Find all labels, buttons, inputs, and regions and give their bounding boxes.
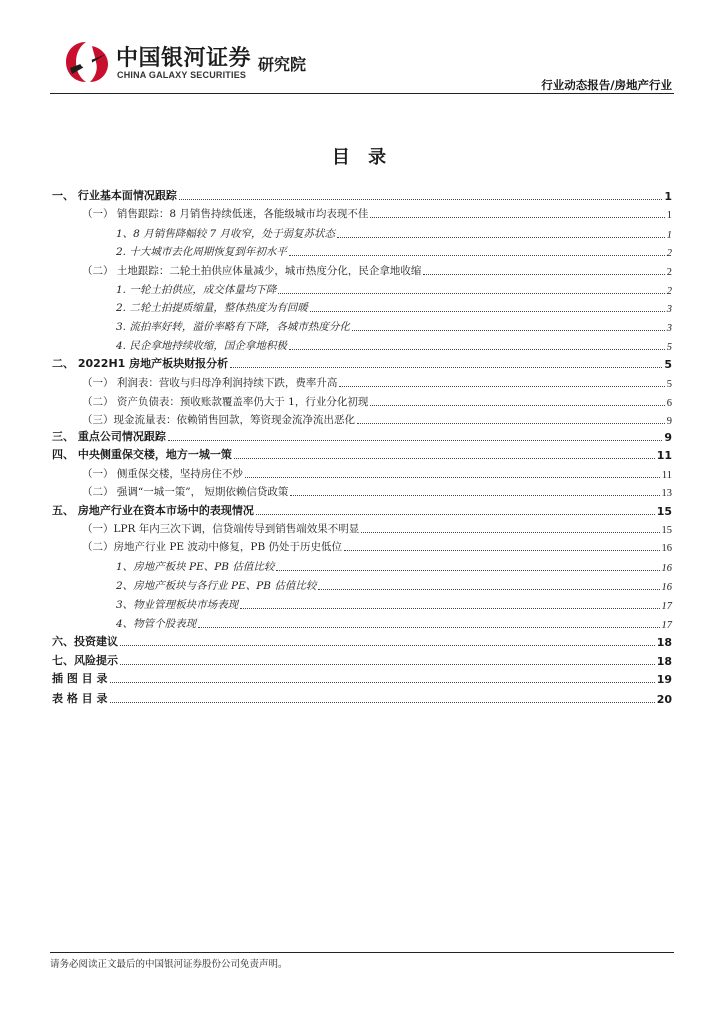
toc-entry-page: 2 bbox=[666, 248, 672, 259]
toc-entry[interactable] bbox=[52, 241, 672, 259]
toc-entry-page: 5 bbox=[664, 358, 672, 371]
toc-entry[interactable] bbox=[52, 409, 672, 427]
toc-entry-label: 一、 行业基本面情况跟踪 bbox=[52, 189, 177, 202]
toc-leader-dots bbox=[110, 702, 655, 703]
toc-leader-dots bbox=[289, 255, 665, 256]
logo-company-name: 中国银河证券 bbox=[116, 46, 252, 71]
toc-entry[interactable] bbox=[52, 372, 672, 390]
toc-entry-page: 9 bbox=[666, 416, 672, 427]
toc-entry[interactable] bbox=[52, 260, 672, 278]
toc-leader-dots bbox=[110, 682, 655, 683]
toc-entry-page: 5 bbox=[666, 379, 672, 390]
logo-company-english: CHINA GALAXY SECURITIES bbox=[117, 70, 247, 80]
toc-entry-label: 1、8 月销售降幅较 7 月收窄，处于弱复苏状态 bbox=[116, 228, 336, 240]
toc-leader-dots bbox=[276, 570, 659, 571]
toc-entry-label: （二） 资产负债表：预收账款覆盖率仍大于 1，行业分化初现 bbox=[82, 396, 369, 408]
toc-leader-dots bbox=[344, 550, 659, 551]
footer-divider bbox=[50, 952, 674, 953]
toc-leader-dots bbox=[168, 440, 663, 441]
toc-entry-page: 15 bbox=[656, 505, 672, 518]
toc-entry-label: 1. 一轮土拍供应，成交体量均下降 bbox=[116, 284, 277, 296]
toc-entry-page: 19 bbox=[656, 673, 672, 686]
toc-entry-label: （一） 利润表：营收与归母净利润持续下跌，费率升高 bbox=[82, 377, 338, 389]
toc-entry[interactable] bbox=[52, 613, 672, 631]
toc-entry[interactable] bbox=[52, 335, 672, 353]
toc-leader-dots bbox=[423, 274, 664, 275]
toc-entry[interactable] bbox=[52, 185, 672, 203]
toc-entry[interactable] bbox=[52, 297, 672, 315]
toc-entry[interactable] bbox=[52, 316, 672, 334]
toc-entry-page: 1 bbox=[664, 190, 672, 203]
toc-entry-page: 15 bbox=[661, 525, 672, 536]
toc-leader-dots bbox=[230, 367, 662, 368]
toc-entry-label: 三、 重点公司情况跟踪 bbox=[52, 430, 166, 443]
toc-entry[interactable] bbox=[52, 203, 672, 221]
toc-entry-page: 16 bbox=[661, 543, 672, 554]
toc-entry-page: 9 bbox=[664, 431, 672, 444]
toc-leader-dots bbox=[120, 664, 655, 665]
toc-entry[interactable] bbox=[52, 279, 672, 297]
toc-entry[interactable] bbox=[52, 631, 672, 649]
document-category: 行业动态报告/房地产行业 bbox=[541, 78, 672, 92]
toc-entry-page: 11 bbox=[661, 470, 672, 481]
toc-entry-page: 18 bbox=[656, 655, 672, 668]
toc-entry[interactable] bbox=[52, 426, 672, 444]
toc-leader-dots bbox=[357, 423, 665, 424]
toc-entry[interactable] bbox=[52, 650, 672, 668]
toc-entry-label: （一） 侧重保交楼，坚持房住不炒 bbox=[82, 468, 243, 480]
toc-entry[interactable] bbox=[52, 391, 672, 409]
toc-entry-page: 2 bbox=[666, 286, 672, 297]
toc-entry[interactable] bbox=[52, 668, 672, 686]
toc-entry[interactable] bbox=[52, 575, 672, 593]
toc-entry-page: 18 bbox=[656, 636, 672, 649]
toc-entry-label: （二） 土地跟踪：二轮土拍供应体量减少，城市热度分化，民企拿地收缩 bbox=[82, 265, 422, 277]
toc-leader-dots bbox=[361, 532, 659, 533]
toc-entry[interactable] bbox=[52, 500, 672, 518]
toc-leader-dots bbox=[120, 645, 655, 646]
toc-entry-label: 4、物管个股表现 bbox=[116, 618, 197, 630]
toc-entry-page: 5 bbox=[666, 342, 672, 353]
toc-entry-label: 2. 二轮土拍提质缩量，整体热度为有回暖 bbox=[116, 302, 308, 314]
footer-disclaimer: 请务必阅读正文最后的中国银河证券股份公司免责声明。 bbox=[50, 959, 288, 970]
toc-entry-label: 2、房地产板块与各行业 PE、PB 估值比较 bbox=[116, 580, 317, 592]
toc-entry-label: 1、房地产板块 PE、PB 估值比较 bbox=[116, 561, 275, 573]
toc-entry[interactable] bbox=[52, 444, 672, 462]
toc-leader-dots bbox=[310, 311, 665, 312]
toc-entry-label: （一）LPR 年内三次下调，信贷端传导到销售端效果不明显 bbox=[82, 523, 360, 535]
toc-entry-label: （二） 强调“一城一策”， 短期依赖信贷政策 bbox=[82, 486, 289, 498]
toc-entry-page: 3 bbox=[666, 323, 672, 334]
toc-entry[interactable] bbox=[52, 223, 672, 241]
toc-entry-label: 插 图 目 录 bbox=[52, 672, 108, 685]
galaxy-logo-icon bbox=[62, 38, 110, 86]
toc-entry-label: 3. 流拍率好转，溢价率略有下降，各城市热度分化 bbox=[116, 321, 350, 333]
toc-leader-dots bbox=[256, 514, 655, 515]
toc-entry-page: 6 bbox=[666, 398, 672, 409]
toc-entry[interactable] bbox=[52, 463, 672, 481]
toc-entry-label: 2. 十大城市去化周期恢复到年初水平 bbox=[116, 246, 287, 258]
toc-leader-dots bbox=[290, 495, 659, 496]
toc-leader-dots bbox=[370, 405, 664, 406]
toc-leader-dots bbox=[337, 237, 665, 238]
toc-leader-dots bbox=[234, 458, 655, 459]
toc-entry-page: 1 bbox=[666, 210, 672, 221]
toc-leader-dots bbox=[198, 627, 659, 628]
toc-entry-label: 六、投资建议 bbox=[52, 635, 118, 648]
toc-entry[interactable] bbox=[52, 518, 672, 536]
toc-leader-dots bbox=[289, 349, 665, 350]
toc-entry-label: 表 格 目 录 bbox=[52, 692, 108, 705]
toc-entry[interactable] bbox=[52, 481, 672, 499]
toc-entry-page: 17 bbox=[661, 620, 672, 631]
toc-entry[interactable] bbox=[52, 688, 672, 706]
toc-entry-page: 11 bbox=[656, 449, 672, 462]
toc-entry-label: （一） 销售跟踪：8 月销售持续低迷，各能级城市均表现不佳 bbox=[82, 208, 369, 220]
toc-entry-page: 16 bbox=[661, 582, 672, 593]
toc-entry-label: 四、 中央侧重保交楼，地方一城一策 bbox=[52, 448, 232, 461]
toc-leader-dots bbox=[370, 217, 664, 218]
toc-entry-page: 3 bbox=[666, 304, 672, 315]
toc-entry-label: 3、物业管理板块市场表现 bbox=[116, 599, 239, 611]
toc-entry-label: 七、风险提示 bbox=[52, 654, 118, 667]
toc-leader-dots bbox=[318, 589, 659, 590]
toc-entry-label: 4. 民企拿地持续收缩，国企拿地积极 bbox=[116, 340, 287, 352]
toc-entry-label: （二）房地产行业 PE 波动中修复，PB 仍处于历史低位 bbox=[82, 541, 343, 553]
page-header bbox=[0, 0, 724, 96]
toc-leader-dots bbox=[352, 330, 665, 331]
header-divider bbox=[50, 93, 674, 94]
toc-entry-page: 2 bbox=[666, 267, 672, 278]
toc-entry-page: 1 bbox=[666, 230, 672, 241]
toc-entry[interactable] bbox=[52, 594, 672, 612]
toc-title: 目 录 bbox=[331, 147, 393, 168]
toc-leader-dots bbox=[278, 293, 664, 294]
toc-entry[interactable] bbox=[52, 556, 672, 574]
toc-leader-dots bbox=[339, 386, 664, 387]
toc-entry[interactable] bbox=[52, 536, 672, 554]
toc-entry[interactable] bbox=[52, 353, 672, 371]
toc-entry-label: 二、 2022H1 房地产板块财报分析 bbox=[52, 357, 229, 370]
toc-entry-page: 13 bbox=[661, 488, 672, 499]
toc-leader-dots bbox=[179, 199, 663, 200]
toc-entry-page: 17 bbox=[661, 601, 672, 612]
logo-institute: 研究院 bbox=[258, 55, 307, 74]
toc-entry-label: （三）现金流量表：依赖销售回款，筹资现金流净流出恶化 bbox=[82, 414, 355, 426]
toc-entry-page: 20 bbox=[656, 693, 672, 706]
toc-entry-page: 16 bbox=[661, 563, 672, 574]
toc-leader-dots bbox=[245, 477, 660, 478]
toc-leader-dots bbox=[240, 608, 659, 609]
toc-entry-label: 五、 房地产行业在资本市场中的表现情况 bbox=[52, 504, 254, 517]
